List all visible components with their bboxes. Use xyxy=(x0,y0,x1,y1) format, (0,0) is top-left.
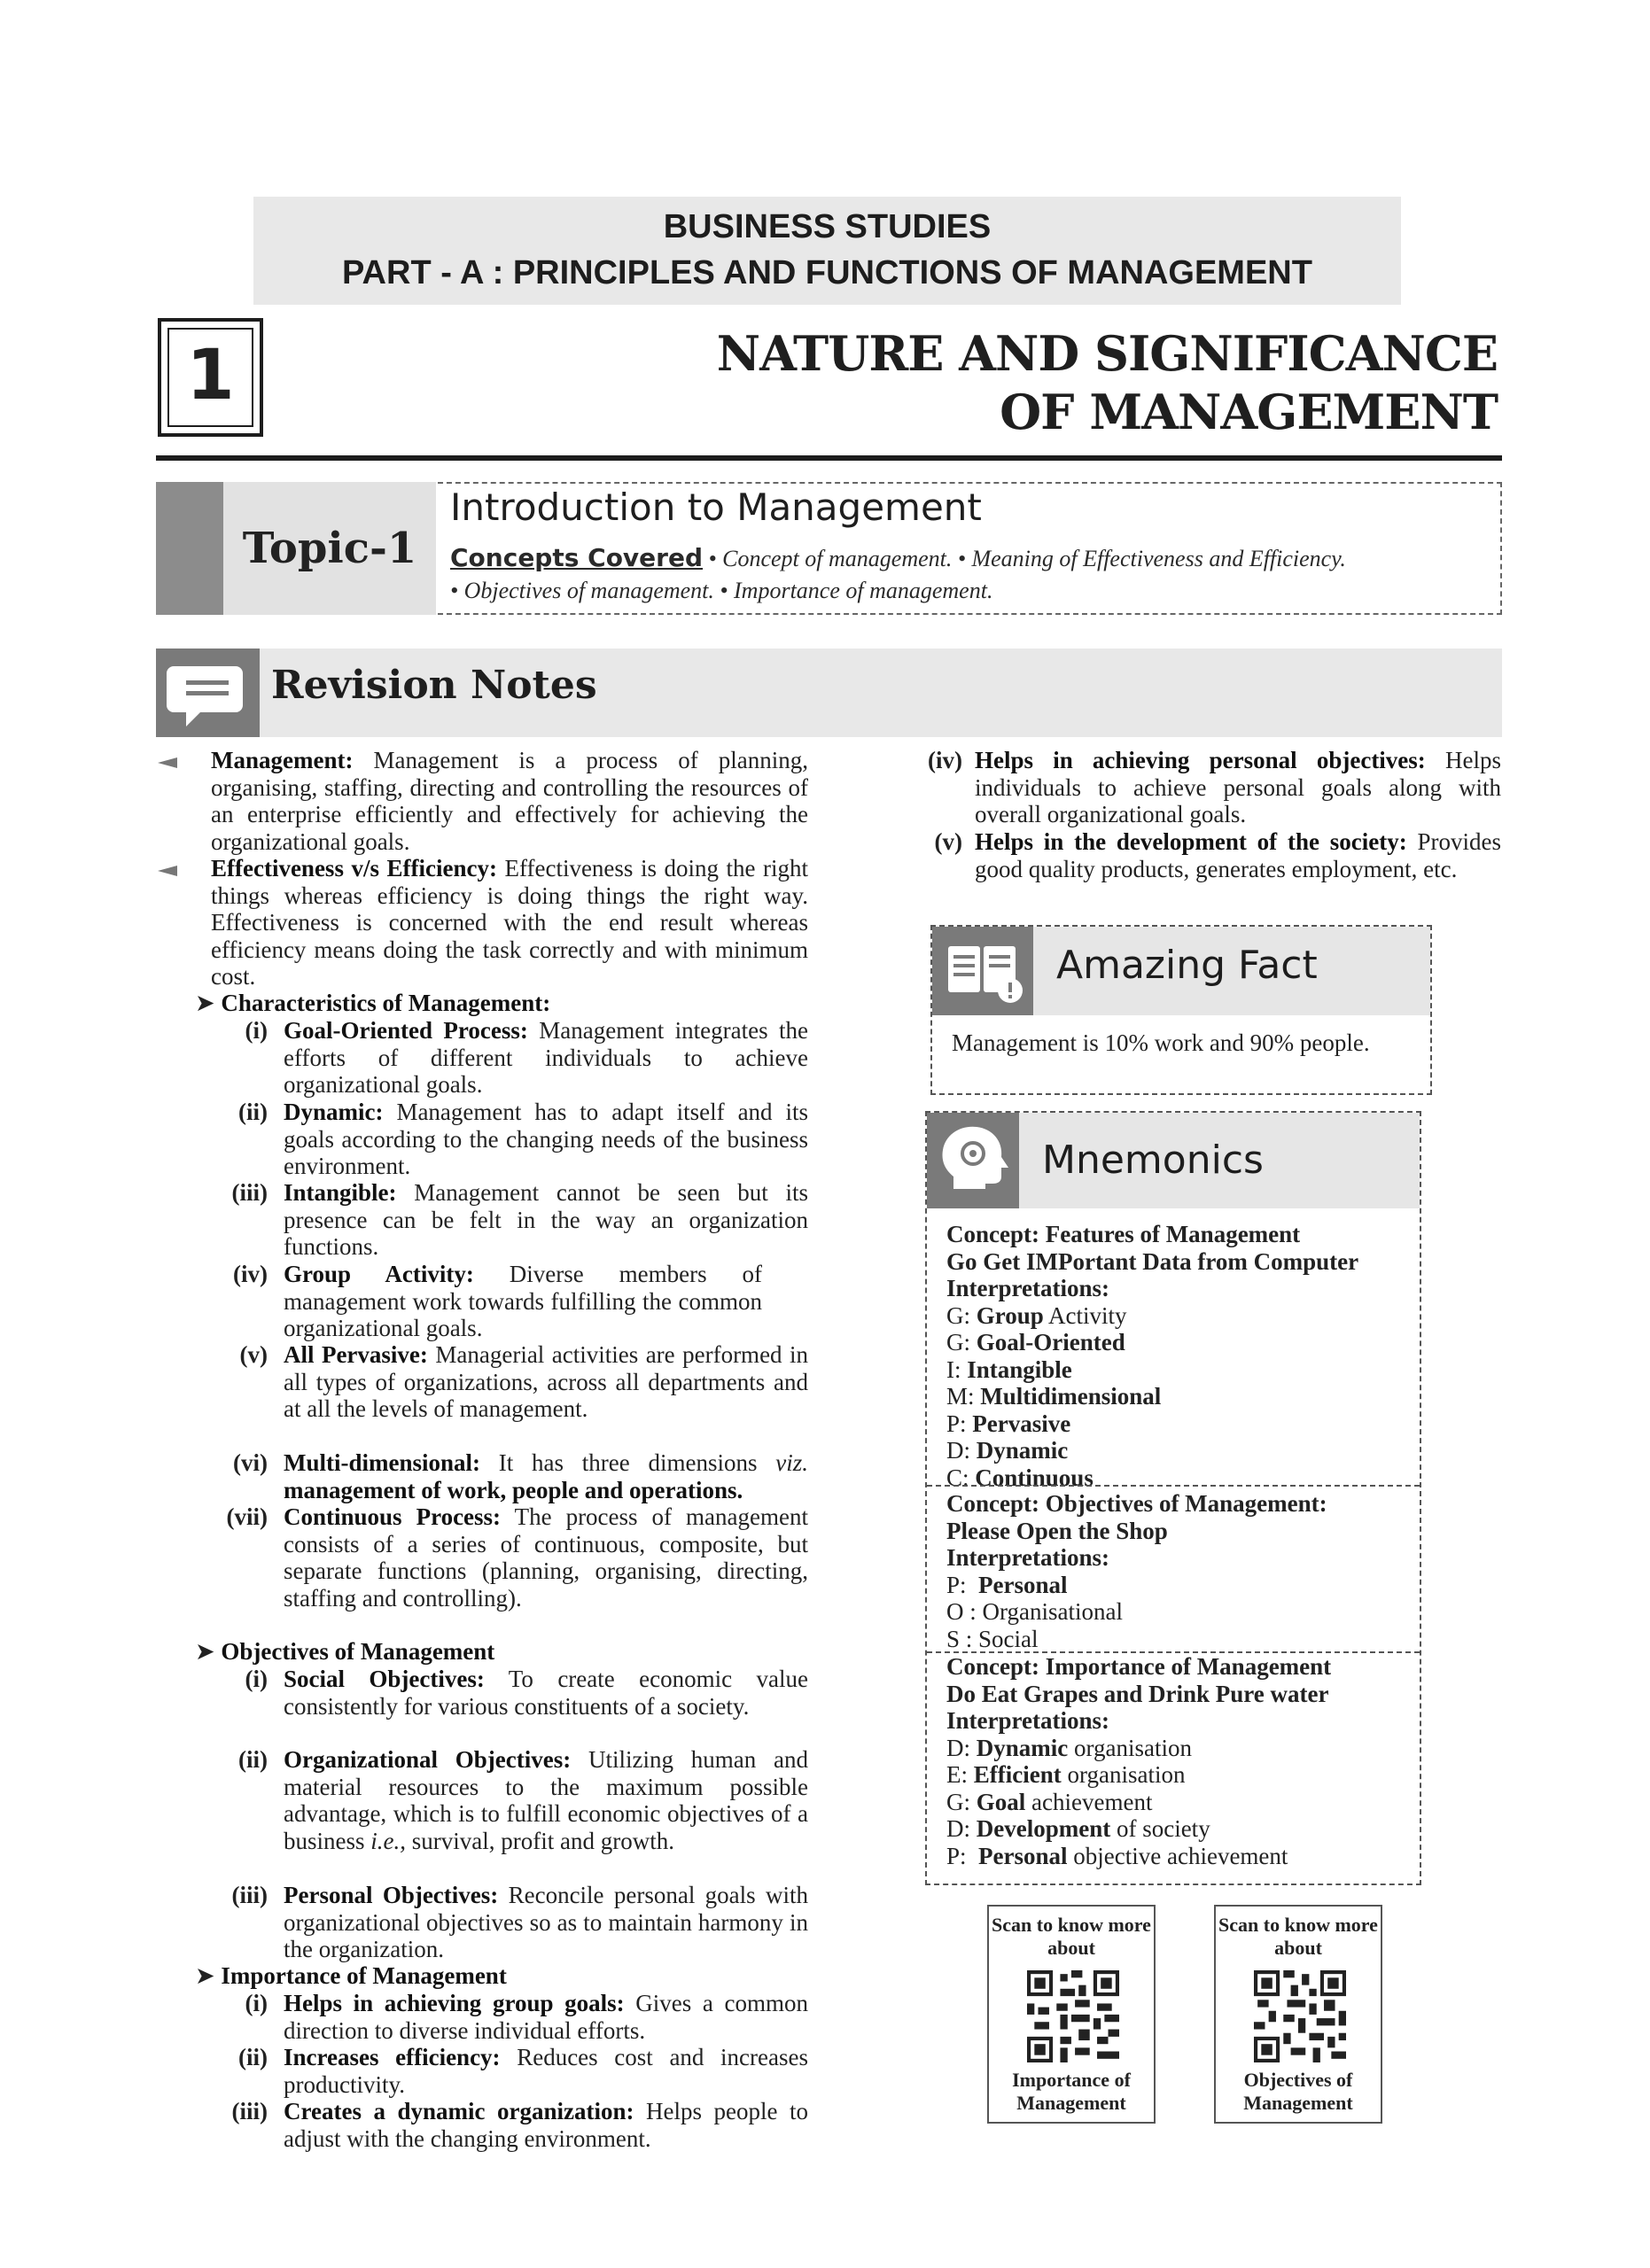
mnemonic-section-objectives xyxy=(946,1490,1407,1652)
management-term: Management: xyxy=(211,747,354,773)
characteristic-item xyxy=(284,1017,808,1099)
item-text: Helps people to adjust with the changing environment. xyxy=(284,2098,808,2152)
qr-card-importance[interactable] xyxy=(987,1905,1156,2124)
mnemonics-title: Mnemonics xyxy=(1042,1138,1264,1183)
concepts-covered xyxy=(450,542,1496,607)
item-text: Helps individuals to achieve personal goals along with overall organizational goals. xyxy=(975,747,1501,827)
mnemonic-bold: Development xyxy=(976,1815,1111,1842)
item-text: To create economic value consistently for various constituents of a society. xyxy=(284,1666,808,1720)
item-number: (v) xyxy=(239,1341,268,1368)
importance-heading-text: Importance of Management xyxy=(221,1962,507,1989)
mnemonic-line xyxy=(946,1626,1407,1653)
importance-item xyxy=(284,2098,808,2152)
characteristics-heading xyxy=(195,990,550,1017)
item-number: (ii) xyxy=(238,1746,268,1773)
mnemonic-key: M: xyxy=(946,1383,975,1410)
mnemonic-rest: Organisational xyxy=(982,1598,1123,1625)
item-term: Multi-dimensional: xyxy=(284,1449,481,1476)
item-number: (i) xyxy=(245,1666,268,1692)
item-term: Dynamic: xyxy=(284,1099,384,1125)
mnemonic-key: C: xyxy=(946,1464,969,1491)
mnemonic-line xyxy=(946,1735,1407,1762)
item-term: Social Objectives: xyxy=(284,1666,485,1692)
item-term: Helps in the development of the society: xyxy=(975,828,1407,855)
mnemonic-key: G: xyxy=(946,1301,970,1329)
management-text: Management is a process of planning, organising, staffing, directing and controlling the resources of an enterprise efficiently and effectively for achieving the organizational goals. xyxy=(211,747,809,855)
characteristic-item xyxy=(284,1503,808,1612)
book-header xyxy=(253,197,1401,305)
effectiveness-text: Effectiveness is doing the right things whereas efficiency is doing things the right way. Effectiveness is concerned with the end result whereas efficiency means doing the task correctly and with minimum cost. xyxy=(211,855,808,990)
mnemonic-rest: of society xyxy=(1116,1815,1210,1842)
qr-code-icon[interactable] xyxy=(1254,1970,1346,2062)
header-divider xyxy=(156,455,1502,461)
item-number: (iii) xyxy=(231,1179,268,1206)
mnemonic-key: D: xyxy=(946,1437,970,1464)
characteristics-heading-text: Characteristics of Management: xyxy=(221,990,551,1016)
mnemonic-section-features xyxy=(946,1221,1407,1491)
mnemonic-key: D: xyxy=(946,1815,970,1842)
concepts-label: Concepts Covered xyxy=(450,543,704,572)
mnemonic-bold: Personal xyxy=(978,1842,1068,1869)
item-text: Utilizing human and material resources to the maximum possible advantage, which is to fulfill economic objectives of a business xyxy=(284,1746,808,1854)
item-number: (i) xyxy=(245,1017,268,1044)
amazing-fact-text: Management is 10% work and 90% people. xyxy=(952,1029,1370,1056)
concepts-line1: • Concept of management. • Meaning of Effectiveness and Efficiency. xyxy=(708,546,1346,571)
mnemonic-bold: Pervasive xyxy=(972,1410,1071,1437)
item-number: (vi) xyxy=(233,1449,268,1476)
mnemonic-divider xyxy=(927,1485,1420,1487)
objective-item xyxy=(284,1746,808,1854)
objectives-heading xyxy=(195,1638,494,1666)
mnemonic-bold: Dynamic xyxy=(976,1734,1069,1761)
qr-card-topic: Importance of Management xyxy=(1012,2069,1131,2114)
mnemonic-concept: Concept: Importance of Management xyxy=(946,1653,1332,1680)
item-italic: viz. xyxy=(775,1449,809,1476)
item-text: Reconcile personal goals with organizational objectives so as to maintain harmony in the organization. xyxy=(284,1882,808,1962)
mnemonic-bold: Efficient xyxy=(973,1761,1062,1788)
mnemonic-line xyxy=(946,1383,1407,1410)
chapter-number: 1 xyxy=(167,328,253,427)
mnemonic-key: P: xyxy=(946,1571,967,1598)
mnemonic-line xyxy=(946,1356,1407,1384)
objective-item xyxy=(284,1666,808,1720)
item-text: The process of management consists of a series of continuous, composite, but separate functions (planning, organising, directing, staffing and controlling). xyxy=(284,1503,808,1612)
check-arrow-icon: ➤ xyxy=(195,1638,222,1665)
mnemonic-key: P: xyxy=(946,1842,967,1869)
mnemonic-line xyxy=(946,1329,1407,1356)
topic-title: Introduction to Management xyxy=(450,485,982,529)
mnemonic-line xyxy=(946,1815,1407,1843)
objectives-heading-text: Objectives of Management xyxy=(221,1638,495,1665)
item-text: Managerial activities are performed in all types of organizations, across all departments and at all the levels of management. xyxy=(284,1341,809,1422)
arrow-bullet-icon xyxy=(158,866,177,876)
mnemonic-key: G: xyxy=(946,1788,970,1815)
item-term: Organizational Objectives: xyxy=(284,1746,572,1773)
item-term: Group Activity: xyxy=(284,1261,474,1287)
mnemonic-key: O : xyxy=(946,1598,977,1625)
characteristic-item xyxy=(284,1179,808,1261)
item-number: (i) xyxy=(245,1990,268,2016)
chapter-title-line2: OF MANAGEMENT xyxy=(1000,384,1498,440)
concepts-line2: • Objectives of management. • Importance of management. xyxy=(450,578,993,603)
item-number: (iv) xyxy=(928,747,962,773)
importance-item xyxy=(284,2044,808,2098)
part-title: PART - A : PRINCIPLES AND FUNCTIONS OF MANAGEMENT xyxy=(342,254,1312,291)
mnemonic-bold: Continuous xyxy=(975,1464,1094,1491)
mnemonic-bold: Goal xyxy=(976,1788,1026,1815)
item-text: Management integrates the efforts of different individuals to achieve organizational goals. xyxy=(284,1017,809,1098)
chapter-title xyxy=(532,324,1498,441)
brain-head-icon xyxy=(927,1113,1019,1208)
subject-title: BUSINESS STUDIES xyxy=(663,208,992,245)
item-term: Helps in achieving group goals: xyxy=(284,1990,625,2016)
item-number: (vii) xyxy=(226,1503,268,1530)
note-icon xyxy=(156,649,260,737)
mnemonic-rest: objective achievement xyxy=(1073,1842,1288,1869)
mnemonic-interp-label: Interpretations: xyxy=(946,1707,1109,1734)
qr-card-objectives[interactable] xyxy=(1214,1905,1382,2124)
characteristic-item xyxy=(284,1099,808,1180)
mnemonic-line xyxy=(946,1843,1407,1870)
mnemonic-rest: organisation xyxy=(1067,1761,1186,1788)
mnemonic-phrase: Go Get IMPortant Data from Computer xyxy=(946,1247,1359,1275)
mnemonic-line xyxy=(946,1437,1407,1464)
item-term: Personal Objectives: xyxy=(284,1882,499,1908)
chapter-number-box xyxy=(158,318,263,437)
item-text: Management has to adapt itself and its goals according to the changing needs of the business environment. xyxy=(284,1099,809,1179)
mnemonic-concept: Concept: Features of Management xyxy=(946,1221,1301,1247)
item-term: Intangible: xyxy=(284,1179,397,1206)
amazing-fact-title: Amazing Fact xyxy=(1056,943,1318,988)
item-term: Creates a dynamic organization: xyxy=(284,2098,634,2124)
mnemonic-rest: Activity xyxy=(1048,1301,1127,1329)
item-text: Management cannot be seen but its presence can be felt in the way an organization functions. xyxy=(284,1179,809,1260)
arrow-bullet-icon xyxy=(158,757,177,768)
item-term: Increases efficiency: xyxy=(284,2044,501,2070)
chapter-title-line1: NATURE AND SIGNIFICANCE xyxy=(716,325,1498,382)
importance-heading xyxy=(195,1962,507,1990)
item-bold-tail: management of work, people and operations. xyxy=(284,1476,743,1503)
item-number: (iii) xyxy=(231,1882,268,1908)
check-arrow-icon: ➤ xyxy=(195,1962,222,1989)
mnemonic-line xyxy=(946,1598,1407,1626)
qr-code-icon[interactable] xyxy=(1027,1970,1119,2062)
mnemonic-phrase: Do Eat Grapes and Drink Pure water xyxy=(946,1680,1329,1707)
mnemonic-line xyxy=(946,1464,1407,1492)
mnemonic-bold: Multidimensional xyxy=(980,1383,1162,1410)
check-arrow-icon: ➤ xyxy=(195,990,222,1016)
mnemonic-key: S : xyxy=(946,1625,973,1652)
mnemonic-key: P: xyxy=(946,1410,967,1437)
item-tail: survival, profit and growth. xyxy=(411,1827,674,1854)
mnemonic-bold: Personal xyxy=(978,1571,1068,1598)
mnemonic-section-importance xyxy=(946,1653,1407,1869)
mnemonic-key: D: xyxy=(946,1734,970,1761)
book-fact-icon xyxy=(932,927,1033,1015)
mnemonic-bold: Goal-Oriented xyxy=(976,1329,1125,1355)
mnemonic-bold: Intangible xyxy=(967,1355,1072,1383)
item-number: (ii) xyxy=(238,1099,268,1125)
mnemonic-line xyxy=(946,1789,1407,1816)
characteristic-item xyxy=(284,1449,808,1503)
item-text: Reduces cost and increases productivity. xyxy=(284,2044,809,2098)
mnemonic-concept: Concept: Objectives of Management: xyxy=(946,1490,1327,1517)
item-text: Diverse members of management work towards fulfilling the common organizational goals. xyxy=(284,1261,762,1341)
mnemonic-key: I: xyxy=(946,1355,961,1383)
mnemonic-phrase: Please Open the Shop xyxy=(946,1517,1168,1544)
effectiveness-efficiency xyxy=(211,855,808,990)
item-text: Provides good quality products, generates employment, etc. xyxy=(975,828,1501,882)
qr-card-caption: Scan to know more about xyxy=(992,1914,1151,1959)
mnemonic-key: E: xyxy=(946,1761,968,1788)
mnemonic-line xyxy=(946,1410,1407,1438)
item-text: Gives a common direction to diverse individual efforts. xyxy=(284,1990,809,2044)
item-number: (iii) xyxy=(231,2098,268,2124)
mnemonic-line xyxy=(946,1572,1407,1599)
mnemonic-rest: achievement xyxy=(1031,1788,1153,1815)
mnemonic-interp-label: Interpretations: xyxy=(946,1275,1109,1301)
management-definition xyxy=(211,747,808,855)
item-term: All Pervasive: xyxy=(284,1341,428,1368)
item-number: (v) xyxy=(934,828,962,855)
item-number: (ii) xyxy=(238,2044,268,2070)
qr-card-topic: Objectives of Management xyxy=(1243,2069,1353,2114)
importance-item xyxy=(284,1990,808,2044)
mnemonic-interp-label: Interpretations: xyxy=(946,1544,1109,1571)
item-text: It has three dimensions xyxy=(498,1449,758,1476)
characteristic-item xyxy=(284,1341,808,1423)
importance-item xyxy=(975,747,1501,828)
characteristic-item xyxy=(284,1261,762,1342)
item-number: (iv) xyxy=(233,1261,268,1287)
revision-notes-title: Revision Notes xyxy=(271,663,597,708)
mnemonic-rest: organisation xyxy=(1074,1734,1192,1761)
item-italic: i.e., xyxy=(370,1827,407,1854)
importance-item xyxy=(975,828,1501,882)
item-term: Helps in achieving personal objectives: xyxy=(975,747,1426,773)
qr-card-caption: Scan to know more about xyxy=(1218,1914,1378,1959)
mnemonic-bold: Dynamic xyxy=(976,1437,1069,1464)
topic-label: Topic-1 xyxy=(223,482,436,615)
mnemonic-line xyxy=(946,1761,1407,1789)
effectiveness-term: Effectiveness v/s Efficiency: xyxy=(211,855,497,882)
topic-accent xyxy=(156,482,223,615)
item-term: Goal-Oriented Process: xyxy=(284,1017,528,1044)
mnemonic-bold: Group xyxy=(976,1301,1044,1329)
objective-item xyxy=(284,1882,808,1963)
mnemonic-line xyxy=(946,1302,1407,1330)
item-term: Continuous Process: xyxy=(284,1503,502,1530)
mnemonic-rest: Social xyxy=(978,1625,1039,1652)
mnemonic-key: G: xyxy=(946,1329,970,1355)
